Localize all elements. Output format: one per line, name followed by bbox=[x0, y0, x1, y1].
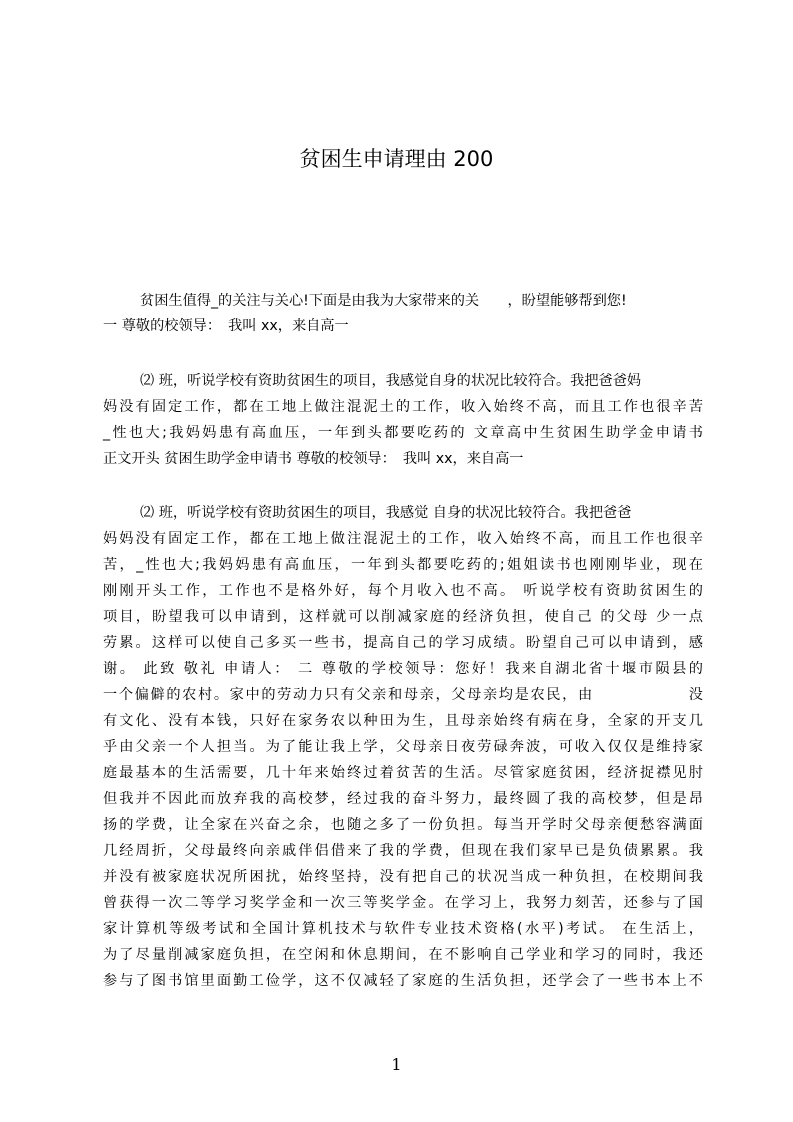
text-line: 妈没有固定工作，都在工地上做注混泥土的工作，收入始终不高，而且工作也很辛苦 bbox=[103, 399, 703, 415]
text-line: 庭最基本的生活需要，几十年来始终过着贫苦的生活。尽管家庭贫困，经济捉襟见肘 bbox=[103, 765, 703, 781]
text-line: 谢。 此致 敬礼 申请人： 二 尊敬的学校领导：您好！我来自湖北省十堰市陨县的 bbox=[103, 661, 703, 677]
text-line: ⑵ 班，听说学校有资助贫困生的项目，我感觉自身的状况比较符合。我把爸爸妈 bbox=[140, 373, 642, 389]
text-line: 正文开头 贫困生助学金申请书 尊敬的校领导： 我叫 xx，来自高一 bbox=[103, 451, 524, 467]
text-line: _性也大;我妈妈患有高血压，一年到头都要吃药的 文章高中生贫困生助学金申请书 bbox=[103, 425, 703, 441]
text-line: 参与了图书馆里面勤工俭学，这不仅减轻了家庭的生活负担，还学会了一些书本上不 bbox=[103, 973, 703, 989]
text-line: 曾获得一次二等学习奖学金和一次三等奖学金。在学习上，我努力刻苦，还参与了国 bbox=[103, 895, 703, 911]
text-line: 妈妈没有固定工作，都在工地上做注混泥土的工作，收入始终不高，而且工作也很辛 bbox=[103, 531, 703, 547]
text-line: 一个偏僻的农村。家中的劳动力只有父亲和母亲，父母亲均是农民，由 没 bbox=[103, 687, 703, 703]
text-line: 项目，盼望我可以申请到，这样就可以削减家庭的经济负担，使自己 的父母 少一点 bbox=[103, 609, 703, 625]
text-line: ⑵ 班，听说学校有资助贫困生的项目，我感觉 自身的状况比较符合。我把爸爸 bbox=[140, 505, 632, 521]
text-line: 刚刚开头工作，工作也不是格外好，每个月收入也不高。 听说学校有资助贫困生的 bbox=[103, 583, 703, 599]
text-line: 贫困生值得_的关注与关心!下面是由我为大家带来的关 ，盼望能够帮到您! bbox=[140, 293, 627, 309]
page-number: 1 bbox=[391, 1055, 402, 1074]
text-line: 劳累。这样可以使自己多买一些书，提高自己的学习成绩。盼望自己可以申请到，感 bbox=[103, 635, 703, 651]
text-line: 一 尊敬的校领导： 我叫 xx，来自高一 bbox=[103, 318, 349, 334]
text-line: 有文化、没有本钱，只好在家务农以种田为生，且母亲始终有病在身，全家的开支几 bbox=[103, 713, 703, 729]
text-line: 乎由父亲一个人担当。为了能让我上学，父母亲日夜劳碌奔波，可收入仅仅是维持家 bbox=[103, 739, 703, 755]
text-line: 几经周折，父母最终向亲戚伴侣借来了我的学费，但现在我们家早已是负债累累。我 bbox=[103, 843, 703, 859]
text-line: 为了尽量削减家庭负担，在空闲和休息期间，在不影响自己学业和学习的同时，我还 bbox=[103, 947, 703, 963]
text-line: 苦，_性也大;我妈妈患有高血压，一年到头都要吃药的;姐姐读书也刚刚毕业，现在 bbox=[103, 557, 703, 573]
text-line: 但我并不因此而放弃我的高校梦，经过我的奋斗努力，最终圆了我的高校梦，但是昂 bbox=[103, 791, 703, 807]
document-title: 贫困生申请理由 200 bbox=[299, 147, 494, 171]
text-line: 家计算机等级考试和全国计算机技术与软件专业技术资格(水平)考试。 在生活上， bbox=[103, 921, 703, 937]
text-line: 并没有被家庭状况所困扰，始终坚持，没有把自己的状况当成一种负担，在校期间我 bbox=[103, 869, 703, 885]
text-line: 扬的学费，让全家在兴奋之余，也随之多了一份负担。每当开学时父母亲便愁容满面 bbox=[103, 817, 703, 833]
